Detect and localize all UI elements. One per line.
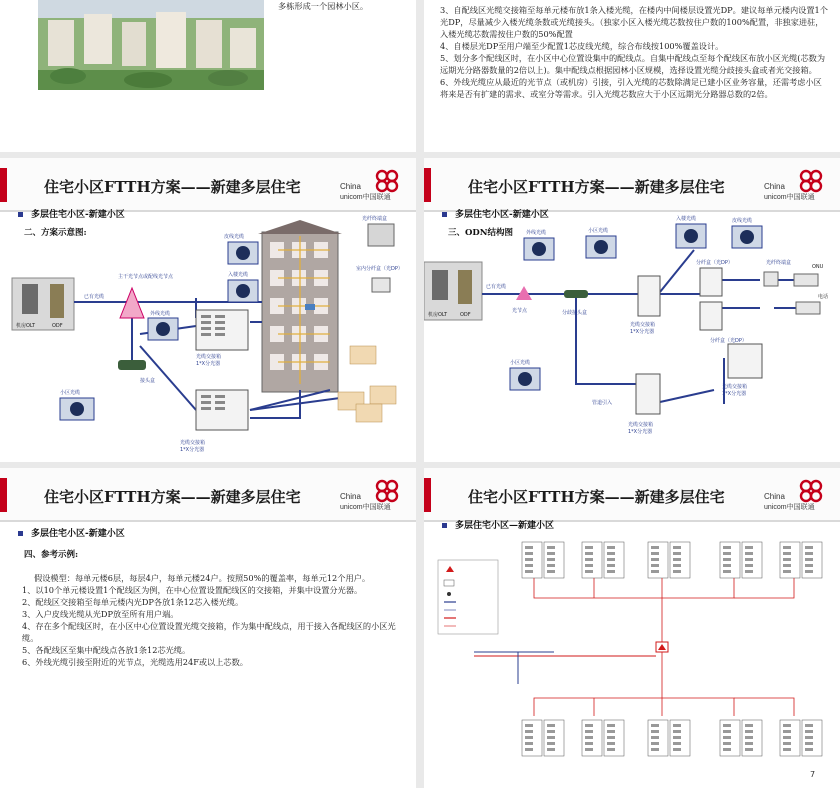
indoor-label: 室内分纤盒（光DP） (356, 266, 403, 272)
aerial-photo (38, 0, 264, 90)
existing-label: 已有光缆 (486, 284, 507, 290)
example-item: 3、入户皮线光缆从光DP放至所有用户端。 (22, 609, 179, 619)
slide-title: 住宅小区FTTH方案——新建多层住宅 (44, 178, 301, 196)
splitter-label-3: 1*X分光器 (722, 391, 747, 397)
odf-label: ODF (52, 323, 63, 329)
dp-box-label: 分纤盒（光DP） (696, 260, 733, 266)
unicom-knot-icon (798, 168, 824, 194)
district-label-2: 小区光缆 (510, 360, 531, 366)
phone-label: 电话 (818, 294, 829, 300)
odf-label: ODF (460, 312, 471, 318)
slide-odn-structure (424, 158, 840, 462)
splitter-label-2: 1*X分光器 (180, 447, 205, 453)
slide-subtitle: 多层住宅小区-新建小区 (442, 207, 549, 220)
slide-title: 住宅小区FTTH方案——新建多层住宅 (468, 488, 725, 506)
model-paragraph: 假设模型：每单元楼6层，每层4户，每单元楼24户。按照50%的覆盖率，每单元12个用户。 (34, 573, 371, 583)
header-accent (0, 478, 7, 512)
unicom-logo (764, 478, 834, 516)
slide-subtitle: 多层住宅小区—新建小区 (442, 518, 554, 531)
unit-cabinet (522, 542, 542, 578)
slide-deployment-notes (424, 0, 840, 152)
unit-cabinet (720, 542, 740, 578)
slide-title: 住宅小区FTTH方案——新建多层住宅 (468, 178, 725, 196)
unit-cabinet (780, 542, 800, 578)
example-item: 2、配线区交接箱至每单元楼内光DP各放1条12芯入楼光缆。 (22, 597, 244, 607)
unit-cabinet (544, 720, 564, 756)
drop-label: 皮线光缆 (224, 234, 245, 240)
example-item: 6、外线光缆引接至附近的光节点，光缆选用24F或以上芯数。 (22, 657, 248, 667)
divider-vertical (416, 0, 424, 788)
unicom-knot-icon (374, 168, 400, 194)
example-item: 5、各配线区至集中配线点各放1条12芯光缆。 (22, 645, 191, 655)
example-item: 4、存在多个配线区时，在小区中心位置设置光缆交接箱，作为集中配线点，用于接入各配线区的小区光缆。 (22, 621, 396, 643)
page-number: 7 (810, 770, 816, 779)
slide-reference-example (0, 468, 416, 788)
slide-topology (424, 468, 840, 788)
cross-box-label-2: 光缆交接箱 (628, 422, 654, 428)
slide-garden-community (0, 0, 416, 152)
bullet-square-icon (442, 523, 447, 528)
unit-cabinet (670, 542, 690, 578)
unicom-logo (340, 478, 410, 516)
unit-cabinet (582, 720, 602, 756)
example-item: 1、以10个单元楼设置1个配线区为例，在中心位置设置配线区的交接箱，并集中设置分光器。 (22, 585, 363, 595)
cross-box-label: 光缆交接箱 (196, 354, 222, 360)
unit-cabinet (670, 720, 690, 756)
unit-cabinet (604, 542, 624, 578)
existing-label: 已有光缆 (84, 294, 105, 300)
logo-unicom: unicom中国联通 (764, 194, 815, 201)
section-heading: 三、ODN结构图 (448, 228, 514, 238)
notes-list (440, 4, 830, 100)
unicom-knot-icon (798, 478, 824, 504)
unit-cabinet (604, 720, 624, 756)
section-heading: 二、方案示意图: (24, 228, 87, 238)
slide-header (0, 468, 416, 522)
unit-cabinet (544, 542, 564, 578)
fiber-box-label: 光纤终端盒 (362, 216, 388, 222)
district-label: 小区光缆 (60, 390, 81, 396)
outer-label: 外线光缆 (526, 230, 547, 236)
note-item: 5、划分多个配线区时，在小区中心位置设集中的配线点。自集中配线点至每个配线区布放小区光缆(芯数为远期光分路器数量的2倍以上)。集中配线点根据园林小区规模，选择设置光缆分歧接头盒或者光交接箱。 (440, 53, 826, 75)
example-text (22, 572, 404, 668)
bullet-square-icon (18, 531, 23, 536)
olt-label: 机房OLT (16, 323, 36, 329)
slide-subtitle: 多层住宅小区-新建小区 (18, 207, 125, 220)
logo-unicom: unicom中国联通 (340, 504, 391, 511)
onu-label: ONU (812, 264, 824, 270)
trunk-label: 主干光节点或配线光节点 (118, 274, 174, 280)
unit-cabinet (522, 720, 542, 756)
unit-cabinet (742, 720, 762, 756)
unicom-logo (340, 168, 410, 206)
conduit-label: 管道引入 (592, 400, 613, 406)
slide-header (424, 158, 840, 212)
cross-box-label-3: 光缆交接箱 (722, 384, 748, 390)
logo-china: China (340, 182, 361, 191)
header-accent (0, 168, 7, 202)
logo-china: China (340, 492, 361, 501)
unit-cabinet (802, 542, 822, 578)
header-accent (424, 168, 431, 202)
unit-cabinet (582, 542, 602, 578)
topology-diagram (434, 538, 824, 778)
unit-cabinet (802, 720, 822, 756)
unit-cabinet (648, 720, 668, 756)
odn-diagram (424, 214, 840, 454)
splitter-label: 1*X分光器 (630, 329, 655, 335)
node-label: 光节点 (512, 308, 528, 314)
dp-box-label-2: 分纤盒（光DP） (710, 338, 747, 344)
unicom-knot-icon (374, 478, 400, 504)
logo-china: China (764, 182, 785, 191)
joint-label: 接头盒 (140, 378, 156, 384)
unicom-logo (764, 168, 834, 206)
joint-label: 分歧接头盒 (562, 310, 588, 316)
slide-title: 住宅小区FTTH方案——新建多层住宅 (44, 488, 301, 506)
header-accent (424, 478, 431, 512)
logo-china: China (764, 492, 785, 501)
caption-text: 多栋形成一个园林小区。 (278, 1, 369, 11)
cross-box-label-2: 光缆交接箱 (180, 440, 206, 446)
outer-label: 外线光缆 (150, 311, 171, 317)
section-heading: 四、参考示例: (24, 550, 79, 560)
splitter-label: 1*X分光器 (196, 361, 221, 367)
logo-unicom: unicom中国联通 (340, 194, 391, 201)
unit-cabinet (780, 720, 800, 756)
note-item: 3、自配线区光缆交接箱至每单元楼布放1条入楼光缆，在楼内中间楼层设置光DP。建议每单元楼内设置1个光DP，尽量减少入楼光缆条数或光缆接头。（独家小区入楼光缆芯数按住户数的100%配置，非独家进驻，入楼光缆芯数需按住户数的50%配置 (440, 5, 828, 39)
slide-header (424, 468, 840, 522)
riser-label: 入楼光缆 (228, 272, 249, 278)
district-label: 小区光缆 (588, 228, 609, 234)
building-units (522, 542, 822, 756)
fiber-box-label: 光纤终端盒 (766, 260, 792, 266)
unit-cabinet (742, 542, 762, 578)
drop-label: 皮线光缆 (732, 218, 753, 224)
slide-scheme-diagram (0, 158, 416, 462)
note-item: 4、自楼层光DP至用户端至少配置1芯皮线光缆，综合布线按100%覆盖设计。 (440, 41, 724, 51)
unit-cabinet (720, 720, 740, 756)
logo-unicom: unicom中国联通 (764, 504, 815, 511)
slide-subtitle: 多层住宅小区-新建小区 (18, 526, 125, 539)
splitter-label-2: 1*X分光器 (628, 429, 653, 435)
olt-label: 机房OLT (428, 312, 448, 318)
unit-cabinet (648, 542, 668, 578)
cross-box-label: 光缆交接箱 (630, 322, 656, 328)
scheme-diagram (0, 214, 416, 454)
riser-label: 入楼光缆 (676, 216, 697, 222)
slide-header (0, 158, 416, 212)
note-item: 6、外线光缆应从最近的光节点（或机房）引接，引入光缆的芯数除满足已建小区业务容量，还需考虑小区将来是否有扩建的需求、或室分等需求。引入光缆芯数应大于小区远期光分路器总数的2倍。 (440, 77, 822, 99)
